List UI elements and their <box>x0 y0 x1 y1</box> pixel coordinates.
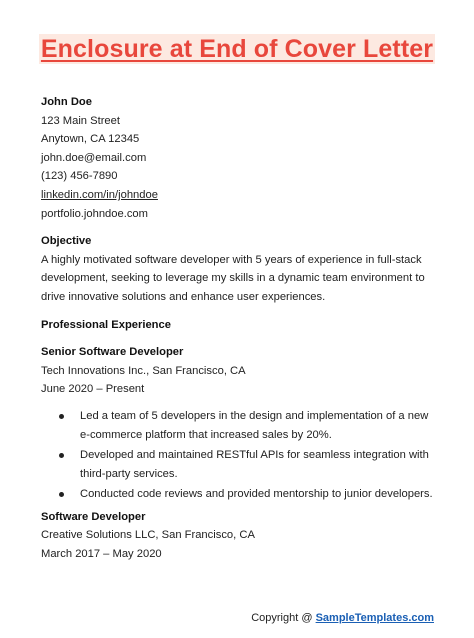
job-company: Creative Solutions LLC, San Francisco, CA <box>41 529 255 542</box>
list-item <box>59 407 441 444</box>
bullet-icon <box>59 492 64 497</box>
contact-name: John Doe <box>41 96 92 108</box>
bullet-text: Developed and maintained RESTful APIs for seamless integration with third-party services. <box>80 449 429 480</box>
objective-heading: Objective <box>41 235 92 248</box>
title-container <box>0 34 474 64</box>
page-title: Enclosure at End of Cover Letter <box>40 35 434 63</box>
list-item <box>59 485 441 504</box>
sampletemplates-link[interactable]: SampleTemplates.com <box>315 612 434 624</box>
list-item <box>59 446 441 483</box>
bullet-icon <box>59 453 64 458</box>
bullet-text: Conducted code reviews and provided mentorship to junior developers. <box>80 488 433 501</box>
cover-letter-body <box>41 93 441 564</box>
objective-text: A highly motivated software developer with 5 years of experience in full-stack development, seeking to leverage my skills in a dynamic team environment to drive innovative solutions and enhance user experiences. <box>41 253 425 303</box>
job-responsibilities-list <box>41 407 441 504</box>
contact-portfolio: portfolio.johndoe.com <box>41 207 148 220</box>
copyright-prefix: Copyright @ <box>251 612 313 624</box>
contact-phone: (123) 456-7890 <box>41 170 118 183</box>
contact-city: Anytown, CA 12345 <box>41 133 140 146</box>
experience-heading: Professional Experience <box>41 318 171 331</box>
job-dates: March 2017 – May 2020 <box>41 548 162 561</box>
linkedin-link[interactable]: linkedin.com/in/johndoe <box>41 188 158 201</box>
job-title: Software Developer <box>41 510 146 523</box>
bullet-icon <box>59 414 64 419</box>
contact-email: john.doe@email.com <box>41 151 147 164</box>
job-dates: June 2020 – Present <box>41 383 145 396</box>
job-company: Tech Innovations Inc., San Francisco, CA <box>41 364 246 377</box>
copyright-footer <box>251 611 434 625</box>
bullet-text: Led a team of 5 developers in the design and implementation of a new e-commerce platform that increased sales by 20%. <box>80 409 429 441</box>
contact-street: 123 Main Street <box>41 114 120 127</box>
job-title: Senior Software Developer <box>41 346 184 359</box>
